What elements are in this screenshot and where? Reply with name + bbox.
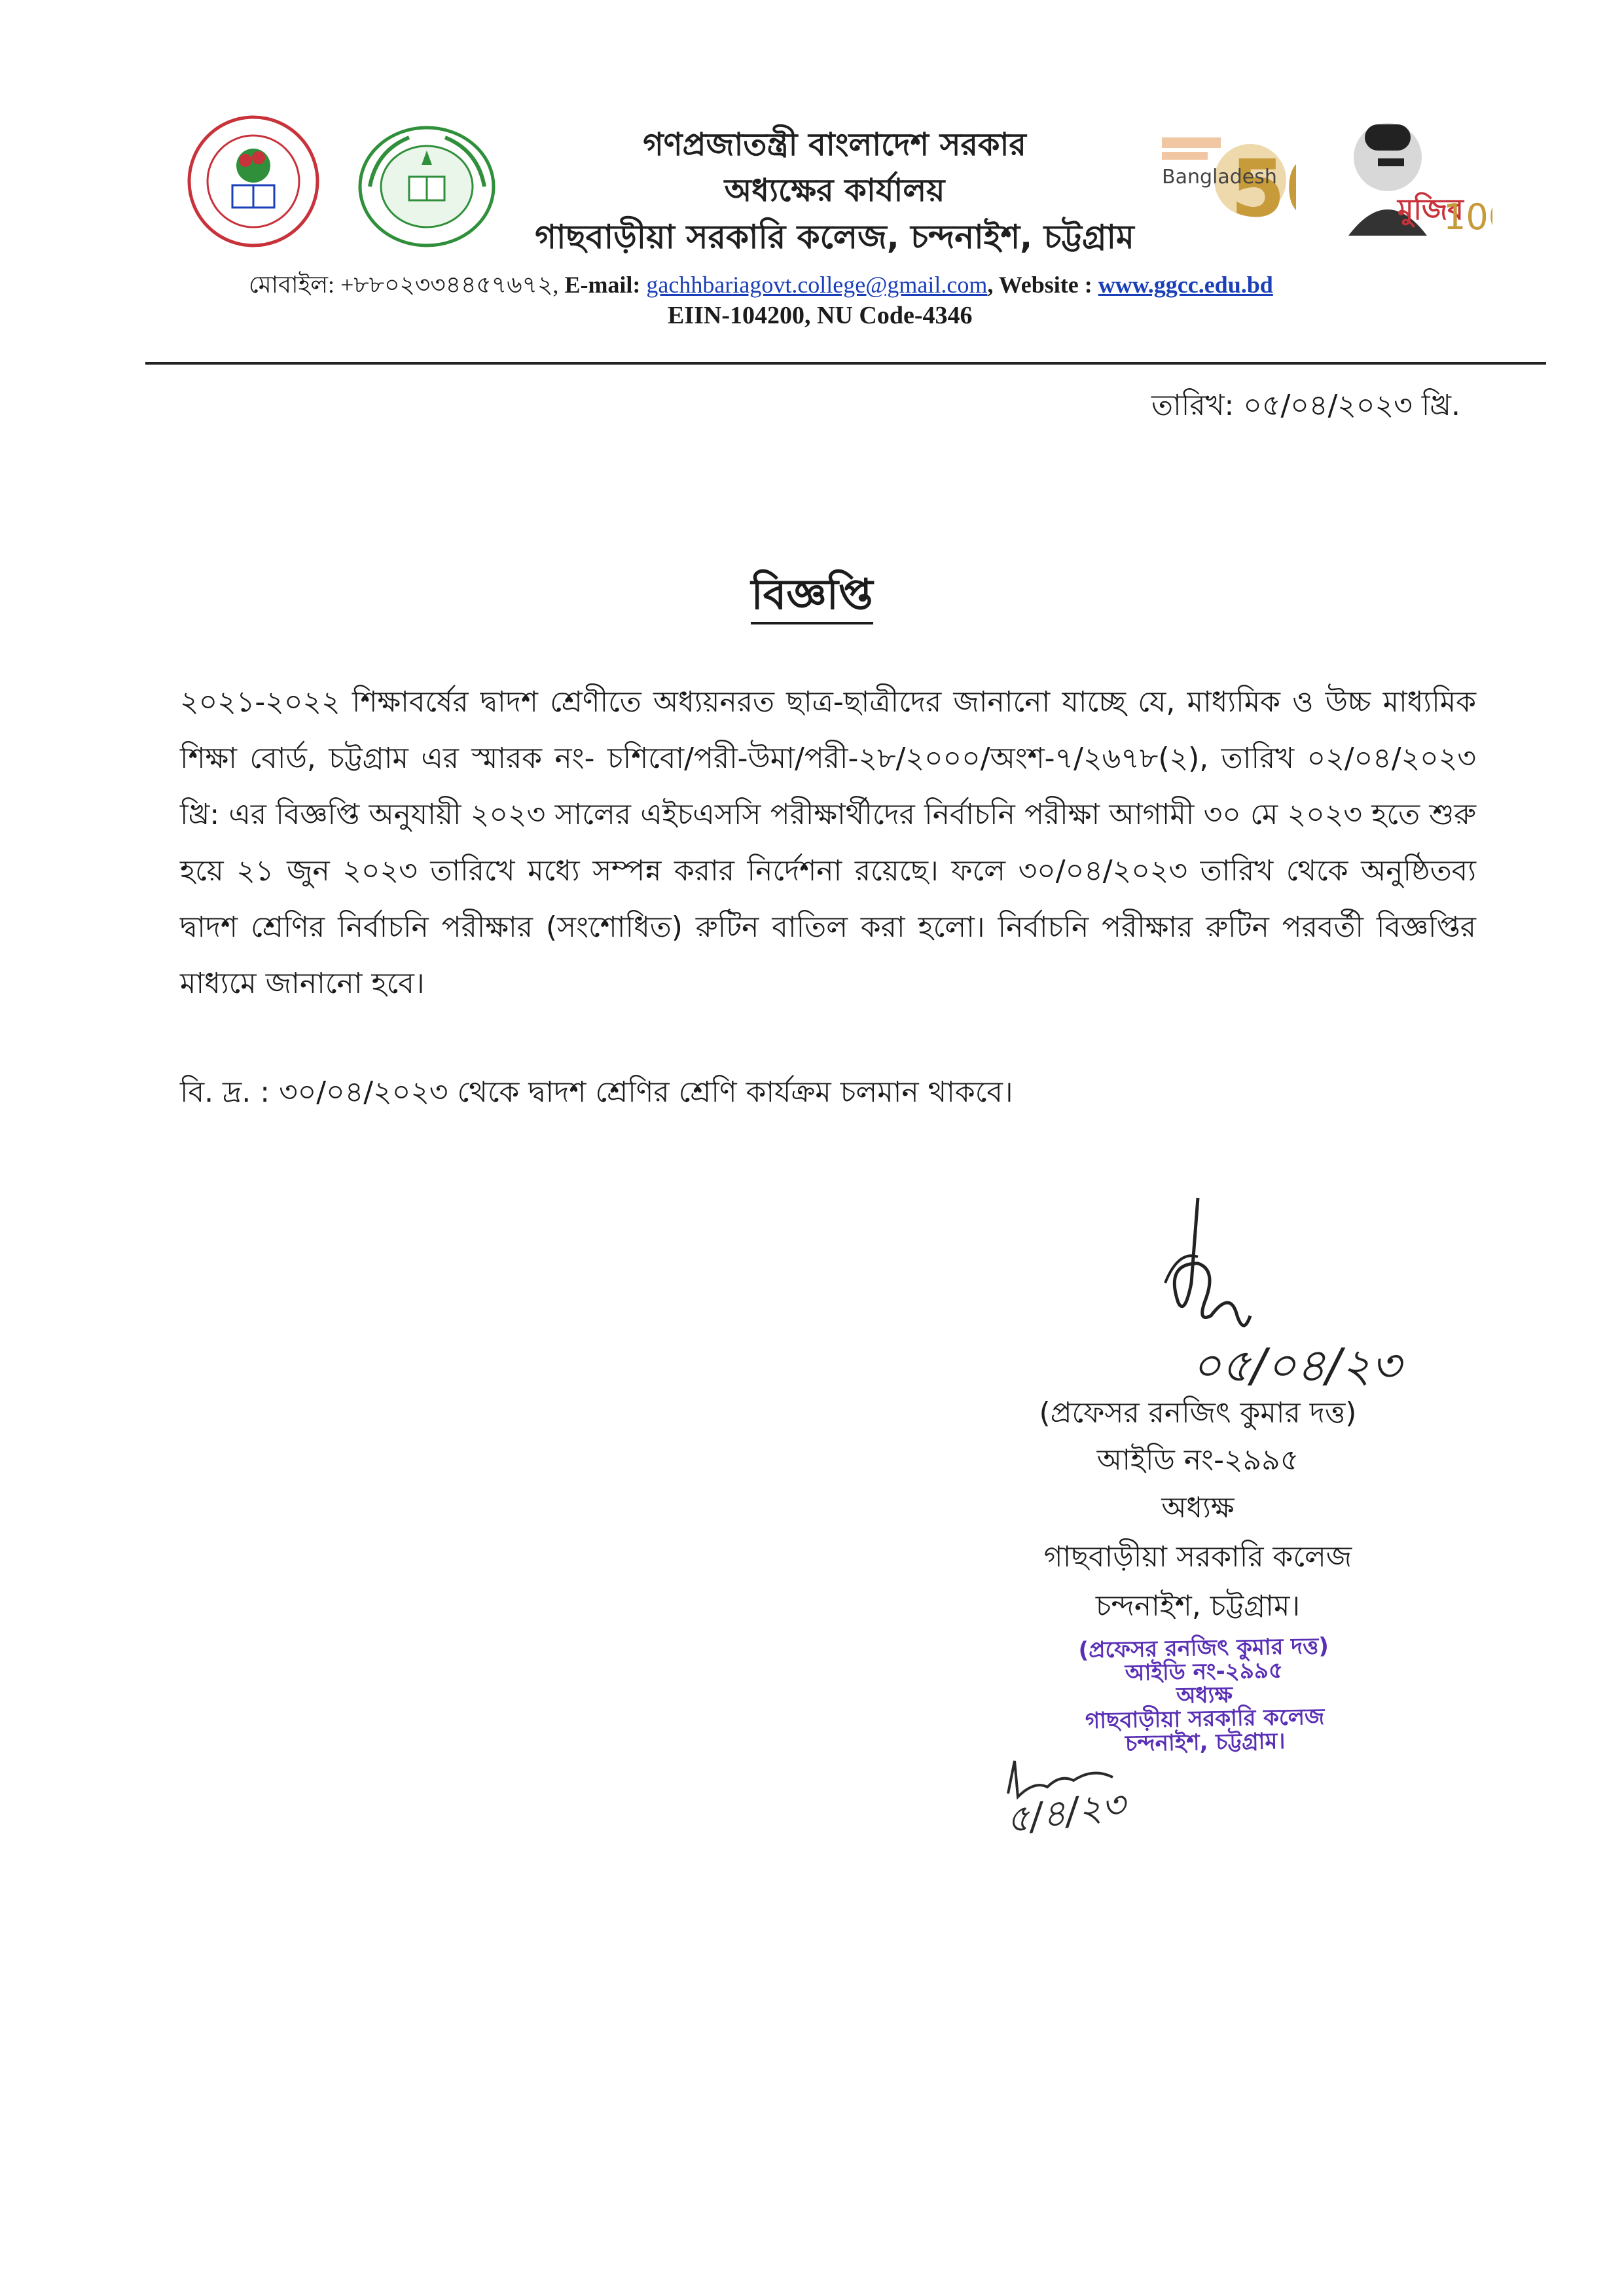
signatory-role: অধ্যক্ষ <box>1161 1491 1235 1525</box>
contact-line <box>249 267 1273 306</box>
postscript: বি. দ্র. : ৩০/০৪/২০২৩ থেকে দ্বাদশ শ্রেণির শ্রেণি কার্যক্রম চলমান থাকবে। <box>180 1075 1013 1109</box>
notice-date: তারিখ: ০৫/০৪/২০২৩ খ্রি. <box>1151 389 1460 422</box>
college-title: গাছবাড়ীয়া সরকারি কলেজ, চন্দনাইশ, চট্টগ্রাম <box>535 218 1134 256</box>
website-link[interactable]: www.ggcc.edu.bd <box>1098 272 1273 298</box>
stamp-place: চন্দনাইশ, চট্টগ্রাম। <box>1125 1727 1286 1758</box>
initial-scribble <box>995 1741 1211 1846</box>
emblem-icon <box>187 115 321 249</box>
notice-body: ২০২১-২০২২ শিক্ষাবর্ষের দ্বাদশ শ্রেণীতে অধ্যয়নরত ছাত্র-ছাত্রীদের জানানো যাচ্ছে যে, মাধ্যমিক ও উচ্চ মাধ্যমিক শিক্ষা বোর্ড, চট্টগ্রাম এর স্মারক নং- চশিবো/পরী-উমা/পরী-২৮/২০০০/অংশ-৭/২৬৭৮(২), তারিখ ০২/০৪/২০২৩ খ্রি: এর বিজ্ঞপ্তি অনুযায়ী ২০২৩ সালের এইচএসসি পরীক্ষার্থীদের নির্বাচনি পরীক্ষা আগামী ৩০ মে ২০২৩ হতে শুরু হয়ে ২১ জুন ২০২৩ তারিখে মধ্যে সম্পন্ন করার নির্দেশনা রয়েছে। ফলে ৩০/০৪/২০২৩ তারিখ থেকে অনুষ্ঠিতব্য দ্বাদশ শ্রেণির নির্বাচনি পরীক্ষার (সংশোধিত) রুটিন বাতিল করা হলো। নির্বাচনি পরীক্ষার রুটিন পরবর্তী বিজ্ঞপ্তির মাধ্যমে জানানো হবে। <box>180 685 1476 1000</box>
email-label: E-mail: <box>564 272 641 298</box>
bangladesh-50-logo <box>1159 118 1296 236</box>
mujib-number: 10 <box>1443 196 1489 238</box>
mobile-text: মোবাইল: +৮৮০২৩৩৪৪৫৭৬৭২, <box>249 272 559 298</box>
signatory-id: আইডি নং-২৯৯৫ <box>1096 1443 1299 1477</box>
office-title: অধ্যক্ষের কার্যালয় <box>724 172 945 209</box>
signatory-name: (প্রফেসর রনজিৎ কুমার দত্ত) <box>1039 1396 1357 1430</box>
stamp-college: গাছবাড়ীয়া সরকারি কলেজ <box>1085 1703 1325 1735</box>
initial-signature-icon <box>995 1741 1211 1846</box>
jubilee-number: 5 <box>1231 144 1286 235</box>
signatory-college: গাছবাড়ীয়া সরকারি কলেজ <box>1043 1540 1352 1574</box>
mujib-label: মুজিব <box>1398 193 1464 226</box>
website-label: , Website : <box>987 272 1092 298</box>
official-stamp <box>1020 1633 1388 1758</box>
email-link[interactable]: gachhbariagovt.college@gmail.com <box>646 272 988 298</box>
signature-scribble <box>1139 1185 1414 1394</box>
stamp-id: আইডি নং-২৯৯৫ <box>1125 1657 1284 1687</box>
signatory-place: চন্দনাইশ, চট্টগ্রাম। <box>1095 1589 1301 1623</box>
left-emblem-logo <box>187 115 321 249</box>
initial-date: ৫/৪/২৩ <box>1003 1782 1128 1842</box>
government-title: গণপ্রজাতন্ত্রী বাংলাদেশ সরকার <box>643 126 1026 163</box>
stamp-name: (প্রফেসর রনজিৎ কুমার দত্ত) <box>1078 1633 1329 1664</box>
portrait-icon <box>1329 111 1492 242</box>
eiin-line: EIIN-104200, NU Code-4346 <box>668 302 973 329</box>
stamp-role: অধ্যক্ষ <box>1176 1682 1233 1709</box>
notice-title-text: বিজ্ঞপ্তি <box>751 571 873 624</box>
jubilee-icon <box>1159 118 1296 236</box>
signature-date: ০৫/০৪/২৩ <box>1191 1339 1401 1392</box>
notice-title <box>0 563 1624 633</box>
handwritten-signature-icon <box>1139 1185 1414 1394</box>
mujib-100-logo <box>1329 111 1492 242</box>
bangladesh-label: Bangladesh <box>1162 166 1277 189</box>
header-divider <box>145 362 1546 365</box>
